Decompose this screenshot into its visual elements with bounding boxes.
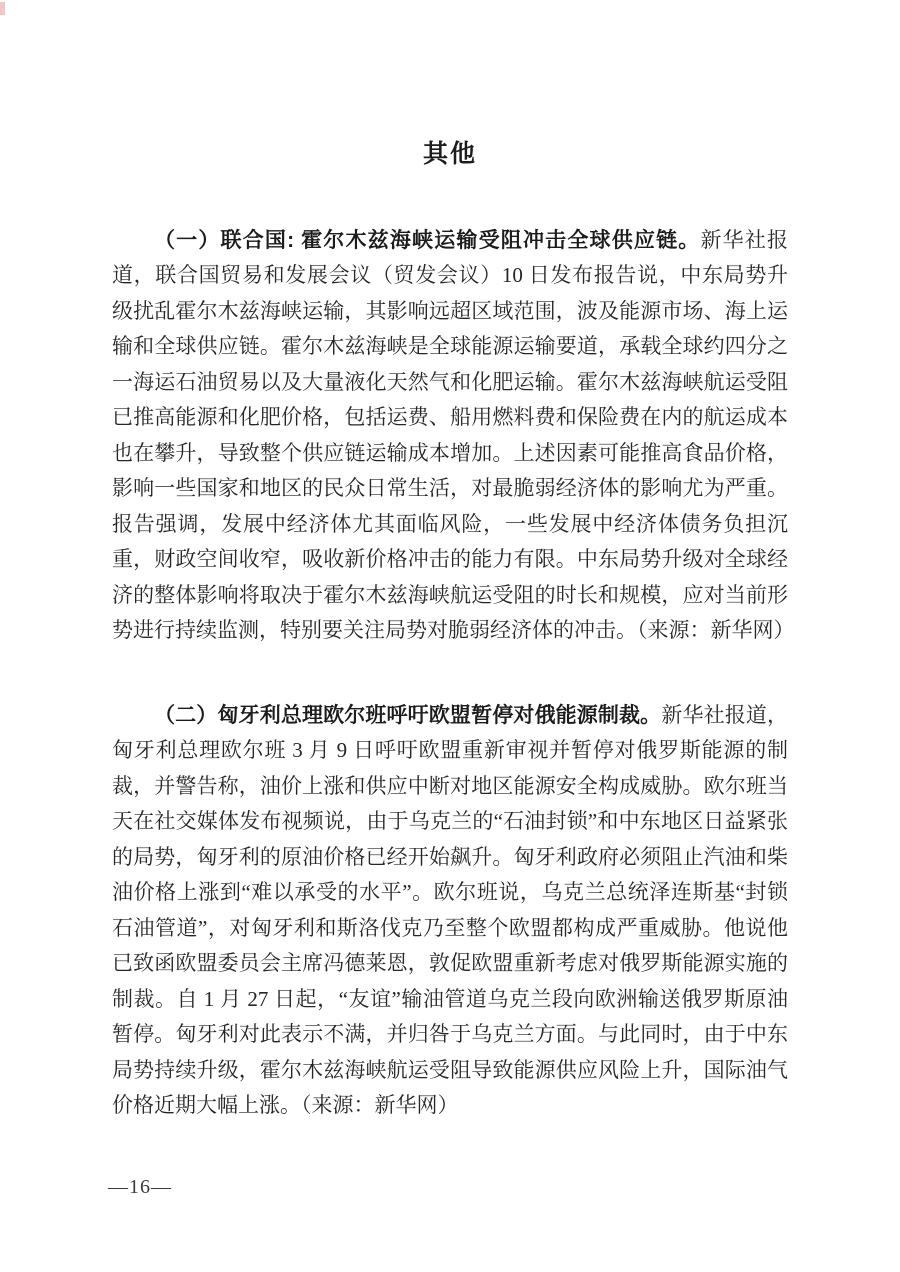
paragraph-un-hormuz-heading: （一）联合国: 霍尔木兹海峡运输受阻冲击全球供应链。	[154, 228, 701, 252]
page-number: —16—	[108, 1176, 172, 1198]
paragraph-hungary-orban-body: 新华社报道，匈牙利总理欧尔班 3 月 9 日呼吁欧盟重新审视并暂停对俄罗斯能源的制裁，并警告称，油价上涨和供应中断对地区能源安全构成威胁。欧尔班当天在社交媒体发布视频说，由于乌克兰的“石油封锁”和中东地区日益紧张的局势，匈牙利的原油价格已经开始飙升。匈牙利政府必须阻止汽油和柴油价格上涨到“难以承受的水平”。欧尔班说，乌克兰总统泽连斯基“封锁石油管道”，对匈牙利和斯洛伐克乃至整个欧盟都构成严重威胁。他说他已致函欧盟委员会主席冯德莱恩，敦促欧盟重新考虑对俄罗斯能源实施的制裁。自 1 月 27 日起，“友谊”输油管道乌克兰段向欧洲输送俄罗斯原油暂停。匈牙利对此表示不满，并归咎于乌克兰方面。与此同时，由于中东局势持续升级，霍尔木兹海峡航运受阻导致能源供应风险上升，国际油气价格近期大幅上涨。（来源：新华网）	[112, 702, 789, 1117]
paragraph-un-hormuz-body: 新华社报道，联合国贸易和发展会议（贸发会议）10 日发布报告说，中东局势升级扰乱霍尔木兹海峡运输，其影响远超区域范围，波及能源市场、海上运输和全球供应链。霍尔木兹海峡是全球能源运输要道，承载全球约四分之一海运石油贸易以及大量液化天然气和化肥运输。霍尔木兹海峡航运受阻已推高能源和化肥价格，包括运费、船用燃料费和保险费在内的航运成本也在攀升，导致整个供应链运输成本增加。上述因素可能推高食品价格，影响一些国家和地区的民众日常生活，对最脆弱经济体的影响尤为严重。报告强调，发展中经济体尤其面临风险，一些发展中经济体债务负担沉重，财政空间收窄，吸收新价格冲击的能力有限。中东局势升级对全球经济的整体影响将取决于霍尔木兹海峡航运受阻的时长和规模，应对当前形势进行持续监测，特别要关注局势对脆弱经济体的冲击。（来源：新华网）	[112, 227, 795, 642]
section-title: 其他	[422, 140, 477, 168]
paragraph-un-hormuz	[112, 223, 795, 649]
scan-artifact-mark	[0, 2, 5, 15]
paragraph-hungary-orban-heading: （二）匈牙利总理欧尔班呼吁欧盟暂停对俄能源制裁。	[154, 703, 662, 727]
paragraph-hungary-orban	[112, 698, 788, 1124]
